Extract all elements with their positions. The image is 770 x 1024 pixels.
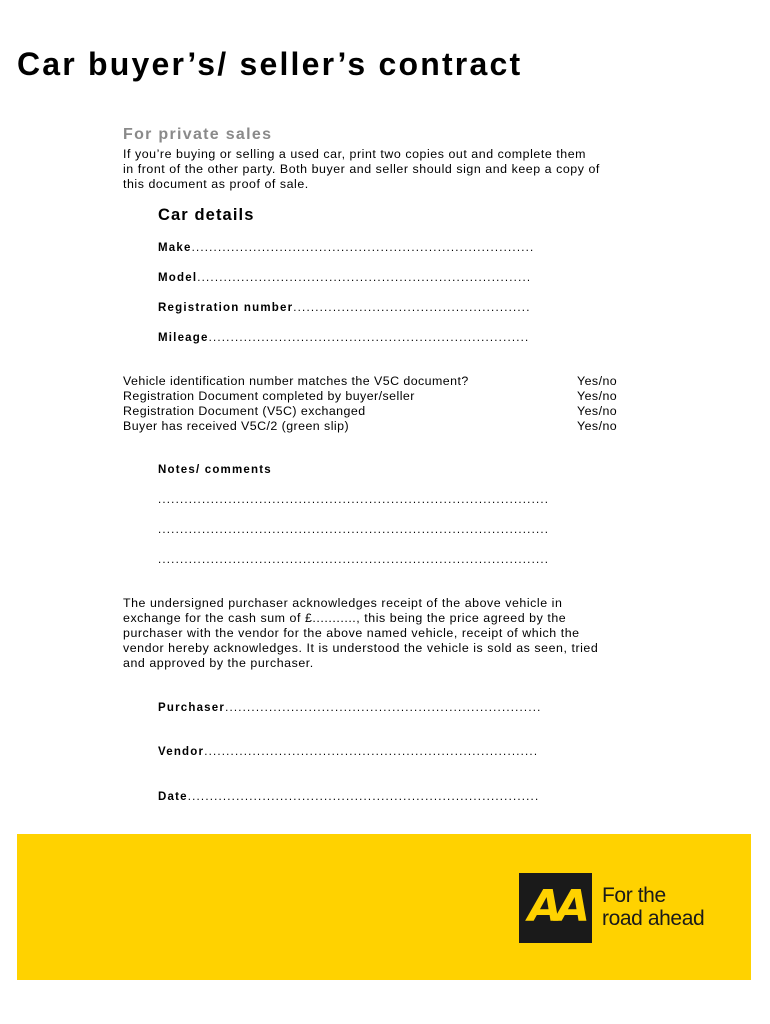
registration-number-label: Registration number: [158, 302, 294, 314]
check-row-v5c-exchanged: [123, 404, 623, 419]
check-answer[interactable]: Yes/no: [577, 404, 618, 418]
vendor-dots: ............................................................................: [204, 746, 539, 758]
aa-logo: [519, 873, 592, 943]
model-field[interactable]: [158, 272, 531, 284]
vendor-signature-field[interactable]: [158, 746, 538, 758]
make-field[interactable]: [158, 242, 534, 254]
registration-number-dots: ......................................................: [293, 302, 531, 314]
notes-line[interactable]: .........................................................................................: [158, 524, 550, 536]
page-title: Car buyer’s/ seller’s contract: [17, 46, 523, 82]
car-details-heading: Car details: [158, 206, 255, 224]
acknowledgement-line: exchange for the cash sum of £..........., this being the price agreed by the: [123, 611, 567, 625]
notes-line[interactable]: .........................................................................................: [158, 554, 550, 566]
check-question: Vehicle identification number matches the V5C document?: [123, 374, 469, 388]
vendor-label: Vendor: [158, 746, 205, 758]
check-question: Registration Document completed by buyer/seller: [123, 389, 415, 403]
aa-logo-text: AA: [527, 881, 585, 932]
subtitle: For private sales: [123, 126, 273, 143]
tagline-line: road ahead: [602, 907, 705, 930]
check-question: Registration Document (V5C) exchanged: [123, 404, 366, 418]
tagline-line: For the: [602, 884, 666, 907]
check-row-vin: [123, 374, 623, 389]
date-label: Date: [158, 791, 188, 803]
check-answer[interactable]: Yes/no: [577, 419, 618, 433]
check-answer[interactable]: Yes/no: [577, 374, 618, 388]
model-label: Model: [158, 272, 198, 284]
check-row-registration-completed: [123, 389, 623, 404]
registration-number-field[interactable]: [158, 302, 531, 314]
notes-heading: Notes/ comments: [158, 464, 272, 476]
intro-paragraph: [123, 147, 663, 192]
mileage-field[interactable]: [158, 332, 529, 344]
acknowledgement-line: and approved by the purchaser.: [123, 656, 314, 670]
acknowledgement-line: The undersigned purchaser acknowledges receipt of the above vehicle in: [123, 596, 563, 610]
check-question: Buyer has received V5C/2 (green slip): [123, 419, 350, 433]
checklist: [123, 374, 623, 434]
model-dots: ............................................................................: [197, 272, 532, 284]
purchaser-label: Purchaser: [158, 702, 226, 714]
mileage-label: Mileage: [158, 332, 209, 344]
tagline: [602, 884, 704, 930]
acknowledgement-paragraph: [123, 596, 663, 671]
intro-line: this document as proof of sale.: [123, 177, 309, 191]
date-field[interactable]: [158, 791, 539, 803]
notes-line[interactable]: .........................................................................................: [158, 494, 550, 506]
acknowledgement-line: vendor hereby acknowledges. It is understood the vehicle is sold as seen, tried: [123, 641, 599, 655]
make-label: Make: [158, 242, 192, 254]
date-dots: ................................................................................: [187, 791, 540, 803]
make-dots: ..............................................................................: [191, 242, 535, 254]
intro-line: in front of the other party. Both buyer and seller should sign and keep a copy of: [123, 162, 600, 176]
acknowledgement-line: purchaser with the vendor for the above named vehicle, receipt of which the: [123, 626, 580, 640]
check-row-green-slip: [123, 419, 623, 434]
purchaser-dots: ........................................................................: [225, 702, 542, 714]
check-answer[interactable]: Yes/no: [577, 389, 618, 403]
intro-line: If you’re buying or selling a used car, print two copies out and complete them: [123, 147, 587, 161]
purchaser-signature-field[interactable]: [158, 702, 542, 714]
mileage-dots: .........................................................................: [208, 332, 530, 344]
